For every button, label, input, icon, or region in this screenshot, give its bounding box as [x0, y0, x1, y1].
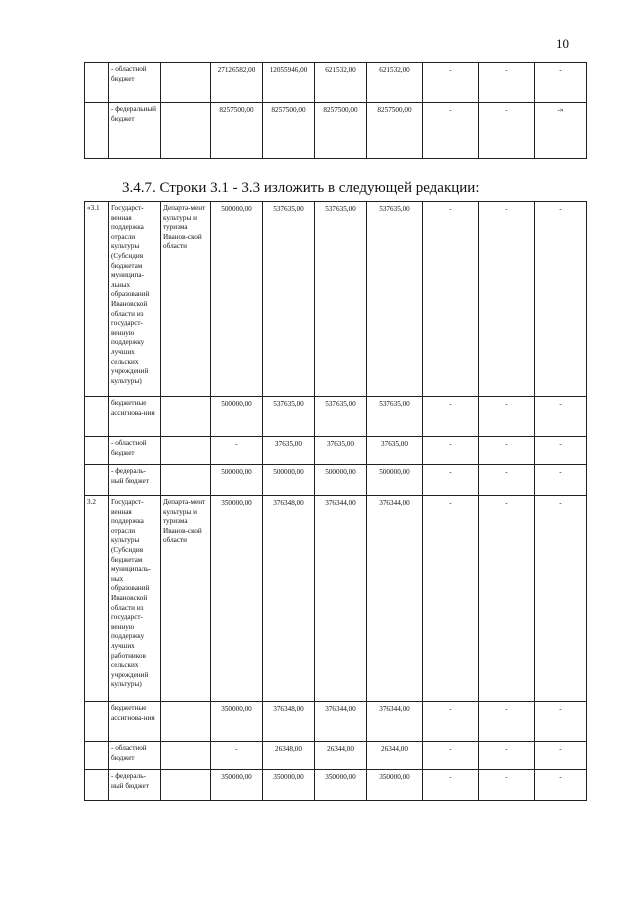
page-number: 10: [556, 36, 569, 51]
dash-cell: -: [535, 770, 587, 801]
amount-cell: 350000,00: [211, 770, 263, 801]
row-number-cell: [85, 397, 109, 437]
row-number-cell: [85, 770, 109, 801]
amount-cell: 621532,00: [315, 63, 367, 103]
dash-cell: -: [535, 465, 587, 496]
executor-cell: [161, 397, 211, 437]
amount-cell: 537635,00: [367, 397, 423, 437]
amount-cell: 350000,00: [367, 770, 423, 801]
amount-cell: 376348,00: [263, 496, 315, 702]
table-row: [85, 437, 587, 465]
amount-cell: 8257500,00: [211, 103, 263, 159]
amount-cell: 537635,00: [367, 202, 423, 397]
indicator-name-cell: - областной бюджет: [109, 63, 161, 103]
dash-cell: -: [535, 742, 587, 770]
amount-cell: -: [211, 437, 263, 465]
dash-cell: -: [535, 202, 587, 397]
indicator-name-cell: - федераль-ный бюджет: [109, 770, 161, 801]
amount-cell: 537635,00: [263, 202, 315, 397]
row-number-cell: «3.1: [85, 202, 109, 397]
amount-cell: 376344,00: [367, 702, 423, 742]
amount-cell: 376344,00: [315, 496, 367, 702]
table-row: [85, 465, 587, 496]
dash-cell: -: [423, 63, 479, 103]
dash-cell: -: [423, 702, 479, 742]
amount-cell: 537635,00: [315, 397, 367, 437]
dash-cell: -: [423, 742, 479, 770]
row-number-cell: 3.2: [85, 496, 109, 702]
executor-cell: Департа-мент культуры и туризма Иванов-ской области: [161, 496, 211, 702]
amount-cell: 376344,00: [367, 496, 423, 702]
amount-cell: 12055946,00: [263, 63, 315, 103]
executor-cell: [161, 702, 211, 742]
amount-cell: 621532,00: [367, 63, 423, 103]
amount-cell: -: [211, 742, 263, 770]
amount-cell: 500000,00: [211, 465, 263, 496]
dash-cell: -: [423, 202, 479, 397]
amount-cell: 37635,00: [263, 437, 315, 465]
dash-cell: -: [535, 496, 587, 702]
amount-cell: 500000,00: [211, 202, 263, 397]
indicator-name-cell: - областной бюджет: [109, 437, 161, 465]
executor-cell: [161, 742, 211, 770]
amount-cell: 500000,00: [211, 397, 263, 437]
amount-cell: 8257500,00: [263, 103, 315, 159]
amount-cell: 350000,00: [211, 702, 263, 742]
amount-cell: 26348,00: [263, 742, 315, 770]
indicator-name-cell: - областной бюджет: [109, 742, 161, 770]
executor-cell: [161, 437, 211, 465]
amount-cell: 350000,00: [263, 770, 315, 801]
row-number-cell: [85, 702, 109, 742]
table-row: [85, 63, 587, 103]
dash-cell: -»: [535, 103, 587, 159]
row-number-cell: [85, 437, 109, 465]
table-row: [85, 770, 587, 801]
dash-cell: -: [479, 742, 535, 770]
table-row: [85, 202, 587, 397]
amount-cell: 376344,00: [315, 702, 367, 742]
amount-cell: 8257500,00: [315, 103, 367, 159]
amount-cell: 26344,00: [367, 742, 423, 770]
dash-cell: -: [479, 202, 535, 397]
amount-cell: 37635,00: [367, 437, 423, 465]
amount-cell: 376348,00: [263, 702, 315, 742]
amount-cell: 26344,00: [315, 742, 367, 770]
row-number-cell: [85, 63, 109, 103]
dash-cell: -: [423, 397, 479, 437]
indicator-name-cell: - федеральный бюджет: [109, 103, 161, 159]
amount-cell: 537635,00: [263, 397, 315, 437]
indicator-name-cell: Государст-венная поддержка отрасли культуры (Субсидия бюджетам муниципа-льных образований Ивановской области из государст-венную поддержку лучших сельских учреждений культуры): [109, 202, 161, 397]
executor-cell: Департа-мент культуры и туризма Иванов-ской области: [161, 202, 211, 397]
executor-cell: [161, 103, 211, 159]
dash-cell: -: [423, 103, 479, 159]
dash-cell: -: [423, 770, 479, 801]
dash-cell: -: [479, 397, 535, 437]
table-row: [85, 397, 587, 437]
row-number-cell: [85, 103, 109, 159]
amount-cell: 350000,00: [315, 770, 367, 801]
dash-cell: -: [479, 496, 535, 702]
indicator-name-cell: Государст-венная поддержка отрасли культуры (Субсидия бюджетам муниципаль-ных образований Ивановской области из государст-венную поддержку лучших работников сельских учреждений культуры): [109, 496, 161, 702]
indicator-name-cell: бюджетные ассигнова-ния: [109, 702, 161, 742]
amount-cell: 8257500,00: [367, 103, 423, 159]
executor-cell: [161, 63, 211, 103]
executor-cell: [161, 770, 211, 801]
dash-cell: -: [479, 437, 535, 465]
dash-cell: -: [535, 397, 587, 437]
amount-cell: 350000,00: [211, 496, 263, 702]
dash-cell: -: [535, 437, 587, 465]
dash-cell: -: [479, 63, 535, 103]
table-row: [85, 702, 587, 742]
dash-cell: -: [535, 63, 587, 103]
row-number-cell: [85, 742, 109, 770]
main-table: [84, 201, 587, 801]
amount-cell: 500000,00: [263, 465, 315, 496]
section-heading: 3.4.7. Строки 3.1 - 3.3 изложить в следующей редакции:: [122, 180, 480, 196]
amount-cell: 27126582,00: [211, 63, 263, 103]
dash-cell: -: [423, 465, 479, 496]
top-table: [84, 62, 587, 159]
amount-cell: 500000,00: [315, 465, 367, 496]
table-row: [85, 742, 587, 770]
dash-cell: -: [423, 496, 479, 702]
dash-cell: -: [479, 103, 535, 159]
row-number-cell: [85, 465, 109, 496]
indicator-name-cell: бюджетные ассигнова-ния: [109, 397, 161, 437]
indicator-name-cell: - федераль-ный бюджет: [109, 465, 161, 496]
dash-cell: -: [479, 465, 535, 496]
table-row: [85, 496, 587, 702]
executor-cell: [161, 465, 211, 496]
amount-cell: 37635,00: [315, 437, 367, 465]
amount-cell: 537635,00: [315, 202, 367, 397]
amount-cell: 500000,00: [367, 465, 423, 496]
dash-cell: -: [479, 702, 535, 742]
dash-cell: -: [535, 702, 587, 742]
table-row: [85, 103, 587, 159]
dash-cell: -: [479, 770, 535, 801]
dash-cell: -: [423, 437, 479, 465]
